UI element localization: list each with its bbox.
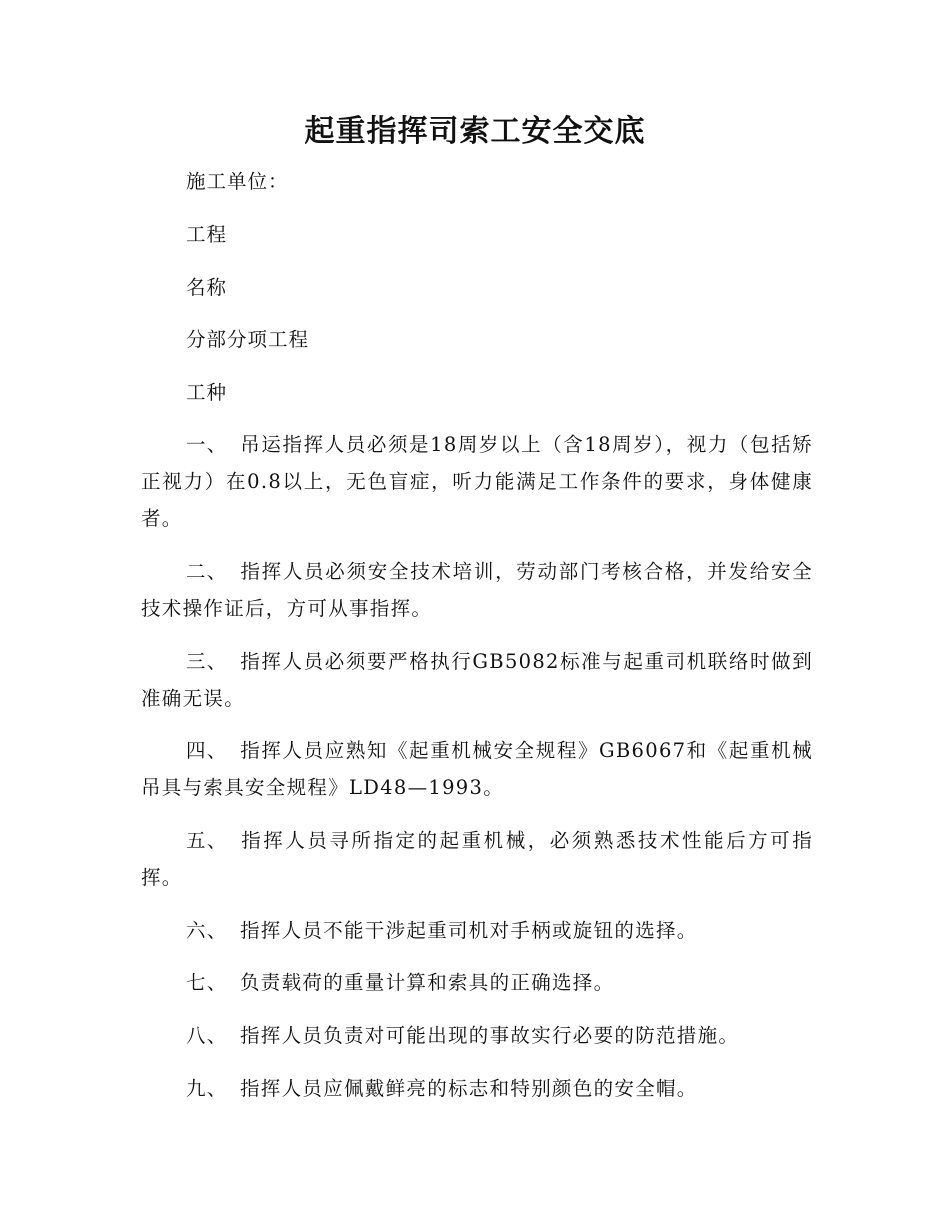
clause-7 [141, 964, 813, 1001]
clause-5 [141, 822, 813, 896]
clause-8 [141, 1017, 813, 1054]
clause-text: 指挥人员必须安全技术培训，劳动部门考核合格，并发给安全技术操作证后，方可从事指挥。 [141, 560, 813, 620]
clause-text: 指挥人员必须要严格执行GB5082标准与起重司机联络时做到准确无误。 [141, 650, 813, 710]
clause-number: 一、 [186, 433, 228, 456]
clause-text: 吊运指挥人员必须是18周岁以上（含18周岁），视力（包括矫正视力）在0.8以上，无色盲症，听力能满足工作条件的要求，身体健康者。 [141, 433, 813, 530]
clause-number: 六、 [186, 919, 228, 942]
clause-text: 指挥人员寻所指定的起重机械，必须熟悉技术性能后方可指挥。 [141, 829, 813, 889]
clause-text: 指挥人员不能干涉起重司机对手柄或旋钮的选择。 [240, 919, 698, 942]
clause-number: 八、 [186, 1024, 228, 1047]
clause-number: 七、 [186, 971, 228, 994]
clause-2 [141, 553, 813, 627]
field-work-type: 工种 [186, 381, 228, 404]
clause-number: 四、 [186, 739, 228, 762]
clause-number: 九、 [186, 1077, 228, 1100]
field-name: 名称 [186, 276, 228, 299]
clause-number: 三、 [186, 650, 228, 673]
clause-9 [141, 1070, 813, 1107]
clause-text: 指挥人员应佩戴鲜亮的标志和特别颜色的安全帽。 [240, 1077, 698, 1100]
clause-6 [141, 912, 813, 949]
clause-1 [141, 426, 813, 537]
field-project: 工程 [186, 223, 228, 246]
field-construction-unit: 施工单位： [186, 170, 289, 193]
clause-text: 负责载荷的重量计算和索具的正确选择。 [240, 971, 615, 994]
clause-3 [141, 643, 813, 717]
clause-4 [141, 732, 813, 806]
clause-text: 指挥人员应熟知《起重机械安全规程》GB6067和《起重机械吊具与索具安全规程》LD48—1993。 [141, 739, 813, 799]
field-subproject: 分部分项工程 [186, 328, 310, 351]
clause-number: 二、 [186, 560, 228, 583]
clause-text: 指挥人员负责对可能出现的事故实行必要的防范措施。 [240, 1024, 740, 1047]
document-title: 起重指挥司索工安全交底 [304, 114, 646, 149]
clause-number: 五、 [186, 829, 228, 852]
